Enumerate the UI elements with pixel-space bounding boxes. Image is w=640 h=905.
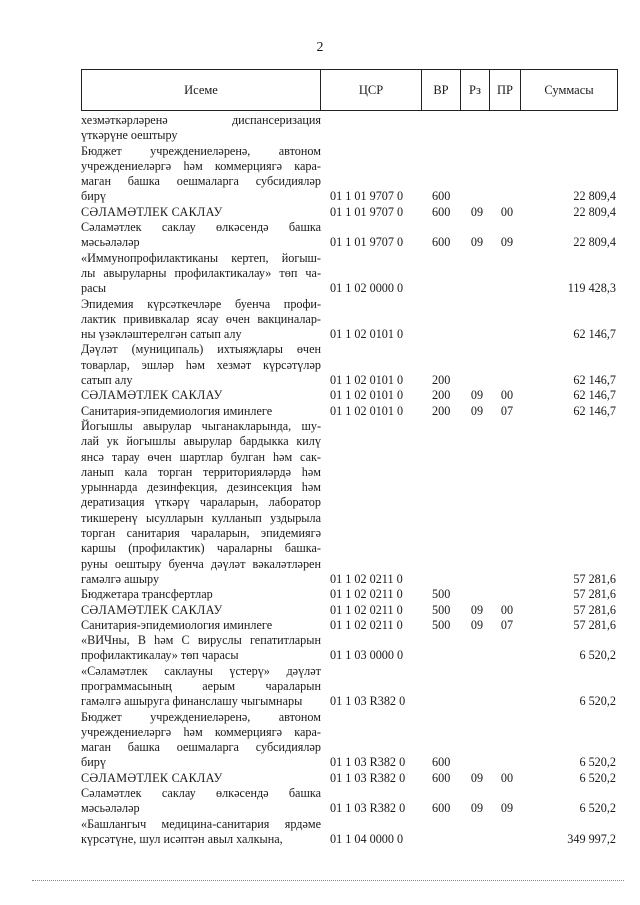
row-vr: 600 bbox=[432, 189, 451, 204]
row-pr: 07 bbox=[500, 403, 514, 418]
row-name-line: Эпидемия күрсәткечләре буенча профи- bbox=[81, 296, 321, 311]
row-name-line: мәсьәләләр bbox=[81, 801, 140, 816]
table-row bbox=[81, 633, 616, 664]
row-csr: 01 1 03 R382 0 bbox=[330, 694, 406, 709]
row-name-line: учреждениеләргә һәм коммерциягә кара- bbox=[81, 724, 321, 739]
row-rz: 09 bbox=[470, 617, 484, 632]
row-name-line: лы авыруларны профилактикалау» төп ча- bbox=[81, 265, 321, 280]
row-rz: 09 bbox=[470, 204, 484, 219]
row-pr: 00 bbox=[500, 388, 514, 403]
row-csr: 01 1 02 0101 0 bbox=[330, 403, 404, 418]
row-sum: 57 281,6 bbox=[573, 602, 616, 617]
row-name-line: каршы (профилактик) чараларны башка- bbox=[81, 541, 321, 556]
row-csr: 01 1 01 9707 0 bbox=[330, 204, 404, 219]
row-sum: 62 146,7 bbox=[573, 373, 616, 388]
row-name-line: дератизация үткәрү чараларын, лаборатор bbox=[81, 495, 321, 510]
row-name-line: Бюджет учреждениеләренә, автоном bbox=[81, 143, 321, 158]
row-sum: 62 146,7 bbox=[573, 388, 616, 403]
row-name bbox=[81, 113, 321, 144]
row-name-line: программасының аерым чараларын bbox=[81, 678, 321, 693]
header-pr: ПР bbox=[490, 70, 521, 111]
row-name-line: күрсәтүне, шул исәптән авыл халкына, bbox=[81, 831, 283, 846]
table-row bbox=[81, 786, 616, 817]
row-name-line: Санитария-эпидемиология иминлеге bbox=[81, 617, 273, 632]
row-vr: 600 bbox=[432, 770, 451, 785]
row-name-line: «Башлангыч медицина-санитария ярдәме bbox=[81, 816, 321, 831]
row-csr: 01 1 02 0211 0 bbox=[330, 587, 403, 602]
row-csr: 01 1 02 0211 0 bbox=[330, 571, 403, 586]
row-name bbox=[81, 205, 321, 220]
row-sum: 22 809,4 bbox=[573, 235, 616, 250]
row-vr: 200 bbox=[432, 388, 451, 403]
row-name-line: Сәламәтлек саклау өлкәсендә башка bbox=[81, 220, 321, 235]
table-row bbox=[81, 710, 616, 771]
row-pr: 00 bbox=[500, 770, 514, 785]
table-row bbox=[81, 205, 616, 220]
row-name-line: ны үзәкләштерелгән сатып алу bbox=[81, 327, 242, 342]
row-name-line: маган башка оешмаларга субсидияләр bbox=[81, 740, 321, 755]
table-row bbox=[81, 587, 616, 602]
row-rz: 09 bbox=[470, 602, 484, 617]
row-name-line: СӘЛАМӘТЛЕК САКЛАУ bbox=[81, 602, 223, 617]
row-csr: 01 1 03 R382 0 bbox=[330, 801, 406, 816]
row-sum: 62 146,7 bbox=[573, 327, 616, 342]
row-vr: 600 bbox=[432, 235, 451, 250]
row-name-line: үткәрүне оештыру bbox=[81, 128, 178, 143]
row-sum: 62 146,7 bbox=[573, 403, 616, 418]
row-sum: 6 520,2 bbox=[579, 801, 616, 816]
row-name-line: учреждениеләргә һәм коммерциягә кара- bbox=[81, 158, 321, 173]
row-pr: 09 bbox=[500, 235, 514, 250]
row-rz: 09 bbox=[470, 801, 484, 816]
row-name-line: мәсьәләләр bbox=[81, 235, 140, 250]
table-row bbox=[81, 297, 616, 343]
row-name bbox=[81, 664, 321, 710]
row-vr: 600 bbox=[432, 755, 451, 770]
row-csr: 01 1 03 R382 0 bbox=[330, 755, 406, 770]
header-rz: Рз bbox=[461, 70, 490, 111]
table-row bbox=[81, 144, 616, 205]
row-name-line: «Иммунопрофилактиканы кертеп, йогыш- bbox=[81, 250, 321, 265]
page-number: 2 bbox=[316, 40, 324, 55]
row-csr: 01 1 02 0211 0 bbox=[330, 617, 403, 632]
row-name-line: бирү bbox=[81, 755, 106, 770]
row-pr: 09 bbox=[500, 801, 514, 816]
row-csr: 01 1 02 0101 0 bbox=[330, 373, 404, 388]
row-name-line: лактик прививкалар ясау өчен вакциналар- bbox=[81, 311, 321, 326]
row-name bbox=[81, 603, 321, 618]
table-row bbox=[81, 817, 616, 848]
row-name-line: Йогышлы авырулар чыганакларында, шу- bbox=[81, 418, 321, 433]
row-name-line: Сәламәтлек саклау өлкәсендә башка bbox=[81, 786, 321, 801]
table-row bbox=[81, 251, 616, 297]
header-csr: ЦСР bbox=[321, 70, 422, 111]
table-row bbox=[81, 113, 616, 144]
row-name-line: СӘЛАМӘТЛЕК САКЛАУ bbox=[81, 388, 223, 403]
row-sum: 119 428,3 bbox=[567, 281, 616, 296]
row-name bbox=[81, 771, 321, 786]
row-csr: 01 1 02 0000 0 bbox=[330, 281, 404, 296]
row-csr: 01 1 01 9707 0 bbox=[330, 189, 404, 204]
row-sum: 6 520,2 bbox=[579, 770, 616, 785]
row-rz: 09 bbox=[470, 235, 484, 250]
row-sum: 6 520,2 bbox=[579, 648, 616, 663]
row-name bbox=[81, 388, 321, 403]
row-sum: 22 809,4 bbox=[573, 189, 616, 204]
row-pr: 07 bbox=[500, 617, 514, 632]
row-sum: 57 281,6 bbox=[573, 587, 616, 602]
row-sum: 22 809,4 bbox=[573, 204, 616, 219]
table-row bbox=[81, 664, 616, 710]
table-header bbox=[81, 69, 618, 111]
row-name bbox=[81, 404, 321, 419]
row-name-line: руны оештыру буенча дәүләт вәкаләтләрен bbox=[81, 556, 321, 571]
row-pr: 00 bbox=[500, 204, 514, 219]
row-name-line: маган башка оешмаларга субсидияләр bbox=[81, 174, 321, 189]
row-name bbox=[81, 297, 321, 343]
table-row bbox=[81, 603, 616, 618]
table-row bbox=[81, 220, 616, 251]
row-sum: 57 281,6 bbox=[573, 571, 616, 586]
row-csr: 01 1 01 9707 0 bbox=[330, 235, 404, 250]
row-name bbox=[81, 419, 321, 587]
row-name bbox=[81, 786, 321, 817]
row-name-line: профилактикалау» төп чарасы bbox=[81, 648, 239, 663]
row-name bbox=[81, 587, 321, 602]
row-name-line: лай ук йогышлы авырулар бардыкка килү bbox=[81, 434, 321, 449]
table-row bbox=[81, 404, 616, 419]
row-vr: 500 bbox=[432, 602, 451, 617]
row-rz: 09 bbox=[470, 403, 484, 418]
row-csr: 01 1 03 0000 0 bbox=[330, 648, 404, 663]
row-name-line: «ВИЧны, В һәм С вируслы гепатитларын bbox=[81, 633, 321, 648]
row-name-line: Дәүләт (муниципаль) ихтыяҗлары өчен bbox=[81, 342, 321, 357]
row-name-line: янсә тарау өчен шартлар булган һәм сак- bbox=[81, 449, 321, 464]
row-name-line: торган санитария чараларын, эпидемиягә bbox=[81, 526, 321, 541]
row-name-line: товарлар, эшләр һәм хезмәт күрсәтүләр bbox=[81, 357, 321, 372]
row-name bbox=[81, 817, 321, 848]
row-sum: 6 520,2 bbox=[579, 694, 616, 709]
row-csr: 01 1 02 0211 0 bbox=[330, 602, 403, 617]
row-name bbox=[81, 710, 321, 771]
footer-divider bbox=[32, 880, 624, 881]
row-name bbox=[81, 251, 321, 297]
row-name-line: СӘЛАМӘТЛЕК САКЛАУ bbox=[81, 770, 223, 785]
table-row bbox=[81, 342, 616, 388]
table-row bbox=[81, 771, 616, 786]
row-name-line: гамәлгә ашыру bbox=[81, 571, 160, 586]
table-row bbox=[81, 388, 616, 403]
header-vr: ВР bbox=[422, 70, 461, 111]
row-name-line: сатып алу bbox=[81, 373, 133, 388]
row-name bbox=[81, 144, 321, 205]
row-name-line: Бюджетара трансфертлар bbox=[81, 587, 213, 602]
row-rz: 09 bbox=[470, 388, 484, 403]
row-vr: 500 bbox=[432, 617, 451, 632]
row-csr: 01 1 03 R382 0 bbox=[330, 770, 406, 785]
row-csr: 01 1 04 0000 0 bbox=[330, 831, 404, 846]
row-name-line: хезмәткәрләренә диспансеризация bbox=[81, 113, 321, 127]
row-vr: 600 bbox=[432, 204, 451, 219]
row-name-line: бирү bbox=[81, 189, 106, 204]
table-body bbox=[81, 113, 616, 847]
row-sum: 6 520,2 bbox=[579, 755, 616, 770]
row-name-line: гамәлгә ашыруга финанслашу чыгымнары bbox=[81, 694, 303, 709]
row-sum: 57 281,6 bbox=[573, 617, 616, 632]
row-name-line: расы bbox=[81, 281, 107, 296]
row-name bbox=[81, 220, 321, 251]
row-name bbox=[81, 342, 321, 388]
row-vr: 500 bbox=[432, 587, 451, 602]
row-name-line: «Сәламәтлек саклауны үстерү» дәүләт bbox=[81, 663, 321, 678]
row-name-line: тикшеренү ысулларын кулланып уздырыла bbox=[81, 510, 321, 525]
header-name: Исеме bbox=[82, 70, 321, 111]
row-name bbox=[81, 618, 321, 633]
row-vr: 200 bbox=[432, 403, 451, 418]
row-name-line: урыннарда дезинфекция, дезинсекция һәм bbox=[81, 480, 321, 495]
row-name bbox=[81, 633, 321, 664]
row-csr: 01 1 02 0101 0 bbox=[330, 327, 404, 342]
row-vr: 200 bbox=[432, 373, 451, 388]
row-name-line: СӘЛАМӘТЛЕК САКЛАУ bbox=[81, 204, 223, 219]
row-rz: 09 bbox=[470, 770, 484, 785]
row-csr: 01 1 02 0101 0 bbox=[330, 388, 404, 403]
row-name-line: ланып кала торган территорияләрдә һәм bbox=[81, 464, 321, 479]
row-vr: 600 bbox=[432, 801, 451, 816]
row-name-line: Санитария-эпидемиология иминлеге bbox=[81, 403, 273, 418]
row-sum: 349 997,2 bbox=[567, 831, 616, 846]
header-sum: Суммасы bbox=[521, 70, 618, 111]
table-row bbox=[81, 419, 616, 587]
row-name-line: Бюджет учреждениеләренә, автоном bbox=[81, 709, 321, 724]
table-row bbox=[81, 618, 616, 633]
row-pr: 00 bbox=[500, 602, 514, 617]
